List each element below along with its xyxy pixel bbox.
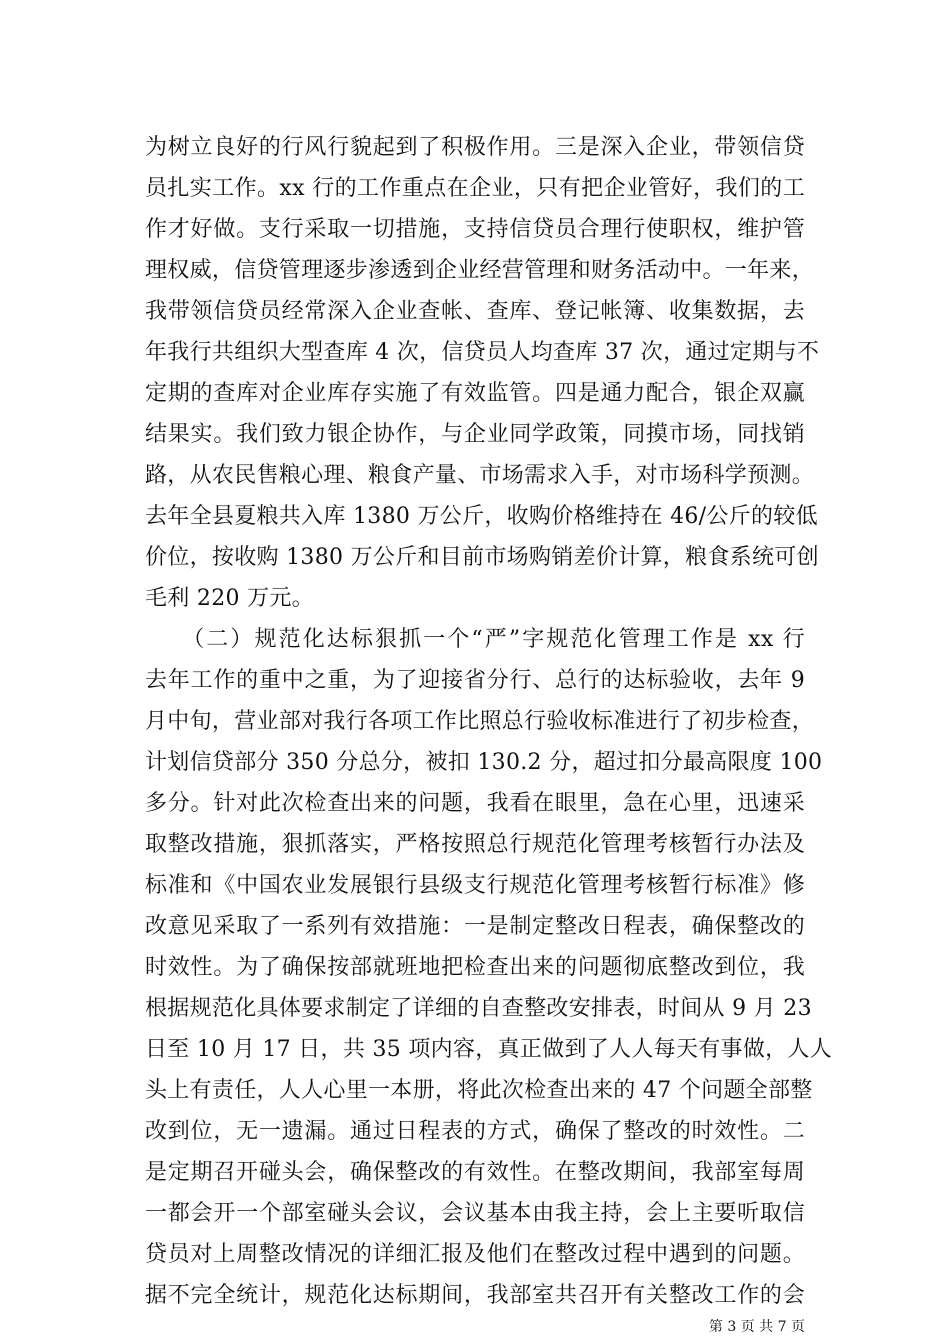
text-line: 头上有责任，人人心里一本册，将此次检查出来的 47 个问题全部整 [145, 1078, 813, 1103]
text-line: 年我行共组织大型查库 4 次，信贷员人均查库 37 次，通过定期与不 [145, 340, 820, 365]
text-line: 标准和《中国农业发展银行县级支行规范化管理考核暂行标准》修 [145, 873, 805, 898]
text-line: 结果实。我们致力银企协作，与企业同学政策，同摸市场，同找销 [145, 422, 805, 447]
text-line: 多分。针对此次检查出来的问题，我看在眼里，急在心里，迅速采 [145, 791, 805, 816]
text-line: 去年全县夏粮共入库 1380 万公斤，收购价格维持在 46/公斤的较低 [145, 504, 818, 529]
text-line: 毛利 220 万元。 [145, 586, 314, 611]
text-line: 理权威，信贷管理逐步渗透到企业经营管理和财务活动中。一年来， [145, 258, 815, 283]
text-line: 价位，按收购 1380 万公斤和目前市场购销差价计算，粮食系统可创 [145, 545, 819, 570]
text-line: 作才好做。支行采取一切措施，支持信贷员合理行使职权，维护管 [145, 217, 805, 242]
text-line: 是定期召开碰头会，确保整改的有效性。在整改期间，我部室每周 [145, 1160, 805, 1185]
text-line: 员扎实工作。xx 行的工作重点在企业，只有把企业管好，我们的工 [145, 176, 805, 201]
text-line: 根据规范化具体要求制定了详细的自查整改安排表，时间从 9 月 23 [145, 996, 812, 1021]
text-line: 日至 10 月 17 日，共 35 项内容，真正做到了人人每天有事做，人人 [145, 1037, 833, 1062]
section-heading-line: （二）规范化达标狠抓一个“严”字规范化管理工作是 xx 行 [145, 627, 805, 652]
text-line: 月中旬，营业部对我行各项工作比照总行验收标准进行了初步检查， [145, 709, 815, 734]
text-line: 改到位，无一遗漏。通过日程表的方式，确保了整改的时效性。二 [145, 1119, 805, 1144]
text-line: 贷员对上周整改情况的详细汇报及他们在整改过程中遇到的问题。 [145, 1242, 805, 1267]
text-line: 一都会开一个部室碰头会议，会议基本由我主持，会上主要听取信 [145, 1201, 805, 1226]
text-line: 时效性。为了确保按部就班地把检查出来的问题彻底整改到位，我 [145, 955, 805, 980]
text-line: 去年工作的重中之重，为了迎接省分行、总行的达标验收，去年 9 [145, 668, 805, 693]
text-line: 路，从农民售粮心理、粮食产量、市场需求入手，对市场科学预测。 [145, 463, 815, 488]
text-line: 我带领信贷员经常深入企业查帐、查库、登记帐簿、收集数据，去 [145, 299, 805, 324]
text-line: 据不完全统计，规范化达标期间，我部室共召开有关整改工作的会 [145, 1283, 805, 1308]
text-line: 定期的查库对企业库存实施了有效监管。四是通力配合，银企双赢 [145, 381, 805, 406]
text-line: 取整改措施，狠抓落实，严格按照总行规范化管理考核暂行办法及 [145, 832, 805, 857]
page-number: 第 3 页 共 7 页 [708, 1319, 805, 1335]
text-line: 改意见采取了一系列有效措施：一是制定整改日程表，确保整改的 [145, 914, 805, 939]
text-line: 为树立良好的行风行貌起到了积极作用。三是深入企业，带领信贷 [145, 135, 805, 160]
text-line: 计划信贷部分 350 分总分，被扣 130.2 分，超过扣分最高限度 100 [145, 750, 823, 775]
